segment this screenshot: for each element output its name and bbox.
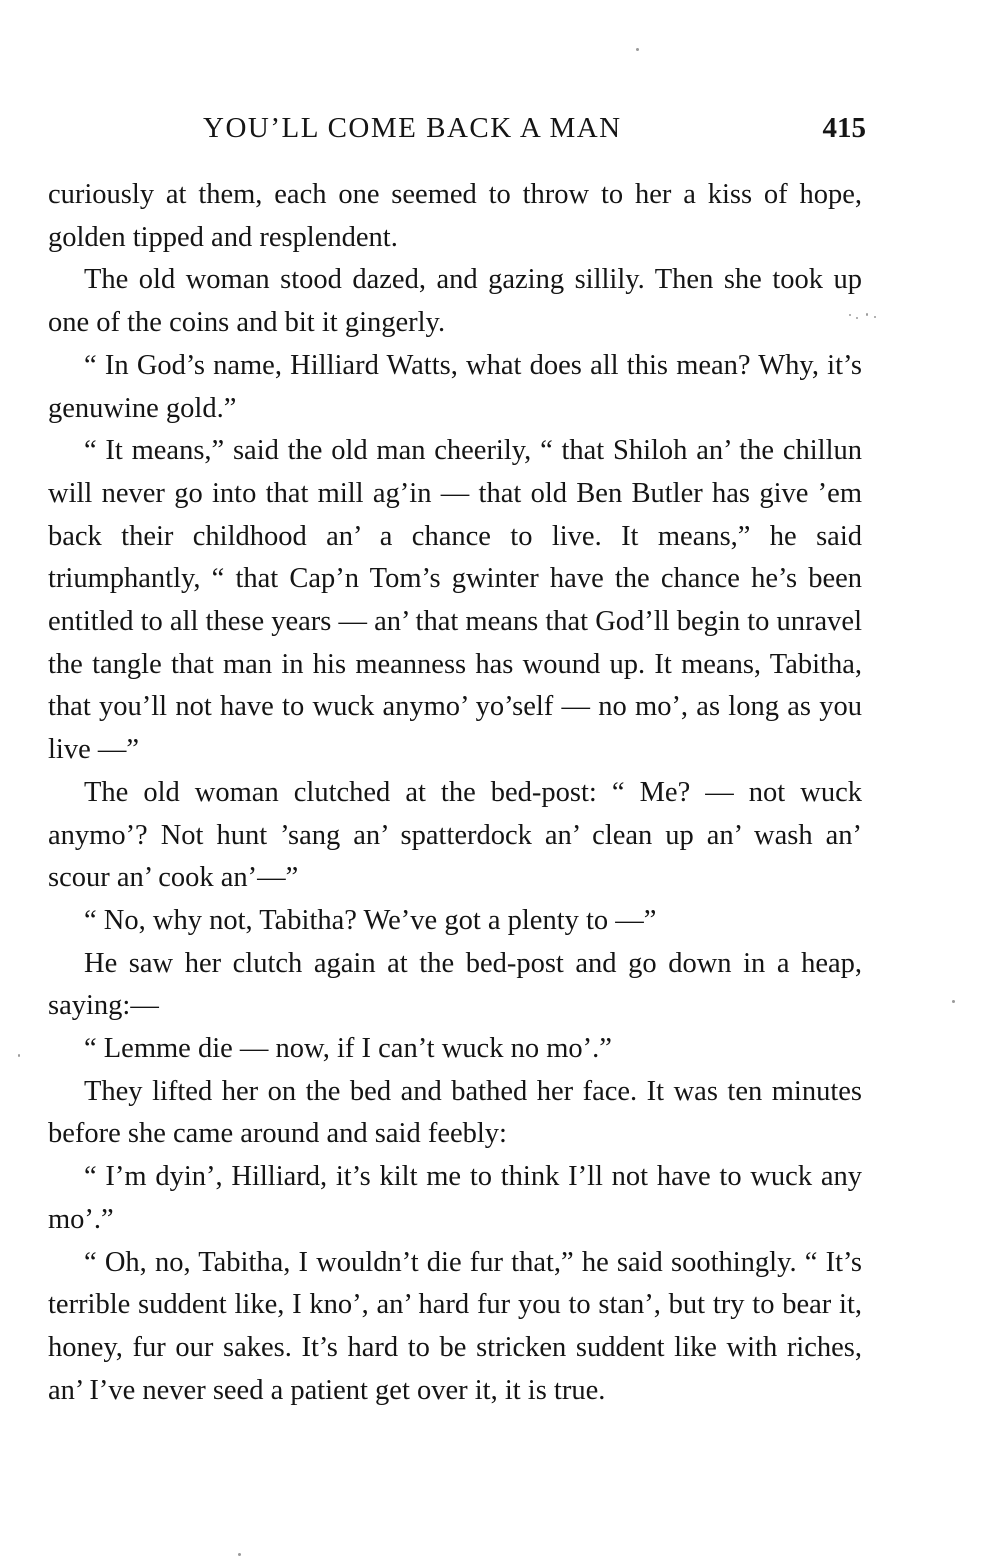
paragraph: “ I’m dyin’, Hilliard, it’s kilt me to think I’ll not have to wuck any mo’.” xyxy=(48,1161,862,1235)
paragraph: “ In God’s name, Hilliard Watts, what does all this mean? Why, it’s genuwine gold.” xyxy=(48,349,862,424)
paragraph: “ It means,” said the old man cheerily, “ that Shiloh an’ the chillun will never go into that mill ag’in — that old Ben Butler has give ’em back their childhood an’ a chance to live. It means,” he said triumphantly, “ that Cap’n Tom’s gwinter have the chance he’s been entitled to all these years — an’ that means that God’ll begin to unravel the tangle that man in his meanness has wound up. It means, Tabitha, that you’ll not have to wuck anymo’ yo’self — no mo’, as long as you live —” xyxy=(48,435,862,766)
paragraph: “ Lemme die — now, if I can’t wuck no mo’.” xyxy=(84,1033,612,1065)
scan-speck xyxy=(952,1000,955,1003)
paragraph: “ No, why not, Tabitha? We’ve got a plenty to —” xyxy=(84,904,657,936)
paragraph: The old woman clutched at the bed-post: “ Me? — not wuck anymo’? Not hunt ’sang an’ spatterdock an’ clean up an’ wash an’ scour an’ cook an’—” xyxy=(48,776,862,894)
running-title: YOU’LL COME BACK A MAN xyxy=(203,112,622,144)
running-header xyxy=(48,112,868,156)
page-number: 415 xyxy=(822,112,866,144)
scan-speck xyxy=(874,316,876,318)
scan-speck xyxy=(866,313,868,316)
body-text xyxy=(48,174,862,1412)
paragraph: “ Oh, no, Tabitha, I wouldn’t die fur that,” he said soothingly. “ It’s terrible suddent like, I kno’, an’ hard fur you to stan’, but try to bear it, honey, fur our sakes. It’s hard to be stricken suddent like with riches, an’ I’ve never seed a patient get over it, it is true. xyxy=(48,1246,862,1406)
paragraph: The old woman stood dazed, and gazing sillily. Then she took up one of the coins and bit it gingerly. xyxy=(48,264,862,339)
scan-speck xyxy=(238,1553,241,1556)
paragraph: He saw her clutch again at the bed-post and go down in a heap, saying:— xyxy=(48,947,862,1022)
scan-speck xyxy=(636,48,639,51)
scan-speck xyxy=(849,314,851,316)
paragraph-continued: curiously at them, each one seemed to throw to her a kiss of hope, golden tipped and resplendent. xyxy=(48,179,862,253)
paragraph: They lifted her on the bed and bathed her face. It was ten minutes before she came around and said feebly: xyxy=(48,1075,862,1150)
scan-speck xyxy=(856,317,858,319)
scan-speck xyxy=(18,1054,20,1057)
